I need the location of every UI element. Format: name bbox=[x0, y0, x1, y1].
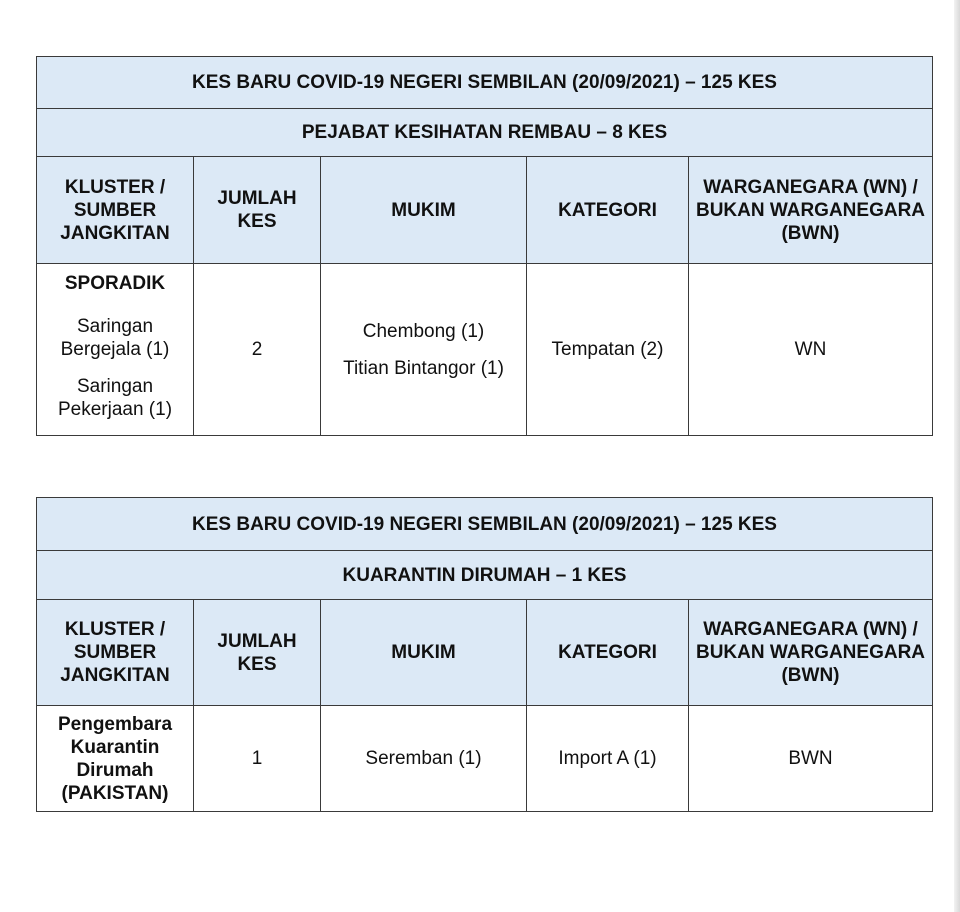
table-row bbox=[37, 706, 933, 812]
header-warganegara: WARGANEGARA (WN) / BUKAN WARGANEGARA (BWN) bbox=[689, 600, 933, 706]
cell-mukim: Seremban (1) bbox=[321, 706, 527, 812]
header-kategori: KATEGORI bbox=[527, 157, 689, 264]
table-subtitle: KUARANTIN DIRUMAH – 1 KES bbox=[37, 551, 933, 600]
table-subtitle: PEJABAT KESIHATAN REMBAU – 8 KES bbox=[37, 109, 933, 157]
kluster-item: Saringan Bergejala (1) bbox=[60, 316, 170, 360]
cell-kategori: Import A (1) bbox=[527, 706, 689, 812]
cell-warganegara: BWN bbox=[689, 706, 933, 812]
header-kluster: KLUSTER / SUMBER JANGKITAN bbox=[37, 157, 194, 264]
table-title-row bbox=[37, 498, 933, 551]
table-subtitle-row bbox=[37, 551, 933, 600]
table-subtitle-row bbox=[37, 109, 933, 157]
header-kluster: KLUSTER / SUMBER JANGKITAN bbox=[37, 600, 194, 706]
cases-table-kuarantin bbox=[36, 497, 933, 812]
table-title: KES BARU COVID-19 NEGERI SEMBILAN (20/09/2021) – 125 KES bbox=[37, 57, 933, 109]
mukim-item: Chembong (1) bbox=[362, 320, 485, 342]
table-row bbox=[37, 264, 933, 436]
header-jumlah-kes: JUMLAH KES bbox=[194, 600, 321, 706]
column-header-row bbox=[37, 600, 933, 706]
table-title-row bbox=[37, 57, 933, 109]
cell-kategori: Tempatan (2) bbox=[527, 264, 689, 436]
header-mukim: MUKIM bbox=[321, 157, 527, 264]
kluster-item: Saringan Pekerjaan (1) bbox=[57, 376, 173, 420]
table-title: KES BARU COVID-19 NEGERI SEMBILAN (20/09/2021) – 125 KES bbox=[37, 498, 933, 551]
cases-table-rembau bbox=[36, 56, 933, 436]
kluster-heading: SPORADIK bbox=[64, 273, 166, 294]
cell-warganegara: WN bbox=[689, 264, 933, 436]
page-edge-shadow bbox=[954, 0, 960, 912]
cell-kluster: Pengembara Kuarantin Dirumah (PAKISTAN) bbox=[37, 706, 194, 812]
header-jumlah-kes: JUMLAH KES bbox=[194, 157, 321, 264]
cell-jumlah-kes: 2 bbox=[194, 264, 321, 436]
cell-jumlah-kes: 1 bbox=[194, 706, 321, 812]
cell-mukim bbox=[321, 264, 527, 436]
column-header-row bbox=[37, 157, 933, 264]
mukim-item: Titian Bintangor (1) bbox=[343, 357, 504, 379]
cell-kluster bbox=[37, 264, 194, 436]
header-kategori: KATEGORI bbox=[527, 600, 689, 706]
header-warganegara: WARGANEGARA (WN) / BUKAN WARGANEGARA (BWN) bbox=[689, 157, 933, 264]
header-mukim: MUKIM bbox=[321, 600, 527, 706]
